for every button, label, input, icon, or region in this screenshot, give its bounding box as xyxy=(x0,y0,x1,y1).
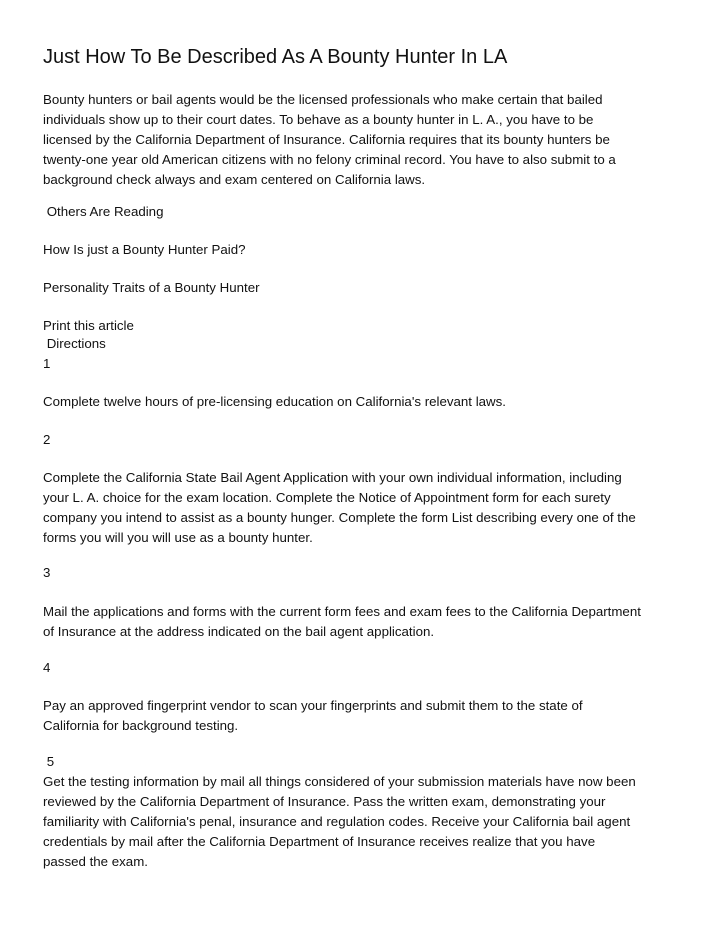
step-text xyxy=(43,602,703,642)
step-line: Get the testing information by mail all things considered of your submission materials have now been xyxy=(43,774,636,789)
others-reading-heading: Others Are Reading xyxy=(43,204,164,219)
intro-paragraph xyxy=(43,90,703,190)
directions-heading: Directions xyxy=(43,336,106,351)
step-line: Complete twelve hours of pre-licensing education on California's relevant laws. xyxy=(43,394,506,409)
step-number: 5 xyxy=(43,754,55,769)
related-link-bounty-hunter-paid[interactable]: How Is just a Bounty Hunter Paid? xyxy=(43,242,246,257)
step-text xyxy=(43,772,703,872)
step-number: 4 xyxy=(43,660,51,675)
step-line: Complete the California State Bail Agent Application with your own individual information, including xyxy=(43,470,622,485)
step-line: familiarity with California's penal, insurance and regulation codes. Receive your California bail agent xyxy=(43,814,631,829)
page-title: Just How To Be Described As A Bounty Hunter In LA xyxy=(43,46,508,68)
intro-line: Bounty hunters or bail agents would be the licensed professionals who make certain that bailed xyxy=(43,92,603,107)
step-line: Pay an approved fingerprint vendor to scan your fingerprints and submit them to the state of xyxy=(43,698,583,713)
step-number: 3 xyxy=(43,565,51,580)
step-line: passed the exam. xyxy=(43,854,148,869)
step-line: California for background testing. xyxy=(43,718,239,733)
intro-line: background check always and exam centered on California laws. xyxy=(43,172,426,187)
related-link-personality-traits[interactable]: Personality Traits of a Bounty Hunter xyxy=(43,280,260,295)
step-line: Mail the applications and forms with the current form fees and exam fees to the California Department xyxy=(43,604,641,619)
step-line: reviewed by the California Department of Insurance. Pass the written exam, demonstrating your xyxy=(43,794,606,809)
step-line: company you intend to assist as a bounty hunger. Complete the form List describing every one of the xyxy=(43,510,636,525)
step-text xyxy=(43,468,703,548)
step-line: your L. A. choice for the exam location. Complete the Notice of Appointment form for each surety xyxy=(43,490,611,505)
print-article-link[interactable]: Print this article xyxy=(43,318,134,333)
step-text xyxy=(43,392,703,412)
intro-line: individuals show up to their court dates. To behave as a bounty hunter in L. A., you have to be xyxy=(43,112,594,127)
step-number: 1 xyxy=(43,356,51,371)
step-line: credentials by mail after the California Department of Insurance receives realize that you have xyxy=(43,834,596,849)
step-text xyxy=(43,696,703,736)
intro-line: licensed by the California Department of Insurance. California requires that its bounty hunters be xyxy=(43,132,610,147)
step-line: of Insurance at the address indicated on the bail agent application. xyxy=(43,624,435,639)
step-number: 2 xyxy=(43,432,51,447)
step-line: forms you will you will use as a bounty hunter. xyxy=(43,530,313,545)
intro-line: twenty-one year old American citizens with no felony criminal record. You have to also submit to a xyxy=(43,152,616,167)
